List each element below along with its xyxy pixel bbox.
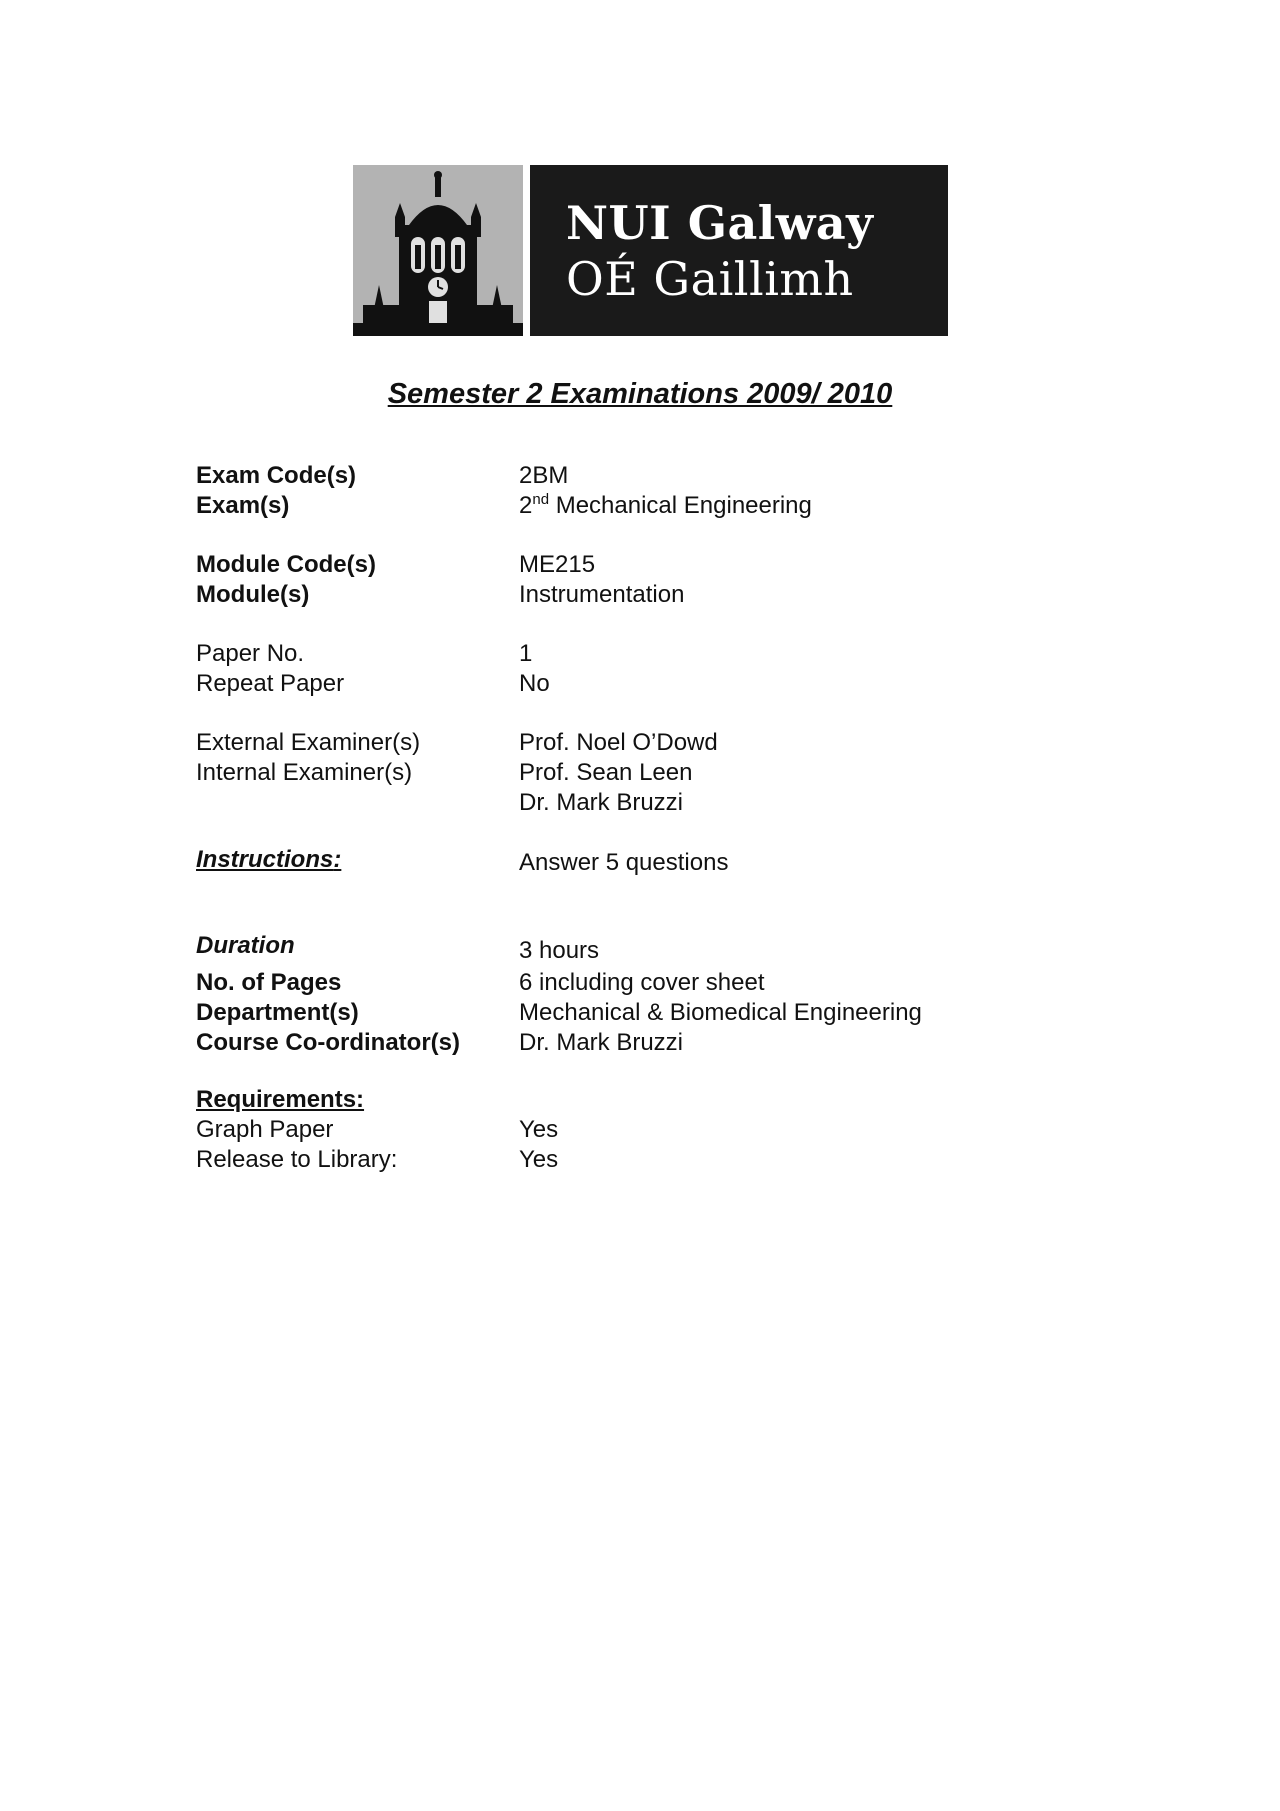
modules-value: Instrumentation bbox=[519, 581, 685, 608]
exams-value-ordinal: nd bbox=[532, 491, 550, 508]
release-to-library-label: Release to Library: bbox=[196, 1146, 398, 1173]
internal-examiner-2: Dr. Mark Bruzzi bbox=[519, 789, 684, 816]
module-codes-label: Module Code(s) bbox=[196, 551, 376, 578]
graph-paper-label: Graph Paper bbox=[196, 1116, 334, 1143]
no-of-pages-label: No. of Pages bbox=[196, 969, 342, 996]
no-of-pages-value: 6 including cover sheet bbox=[519, 969, 765, 996]
requirements-label: Requirements: bbox=[196, 1086, 365, 1113]
instructions-label-colon: : bbox=[333, 846, 342, 873]
repeat-paper-value: No bbox=[519, 670, 550, 697]
logo-name-irish: OÉ Gaillimh bbox=[566, 251, 854, 306]
exams-label: Exam(s) bbox=[196, 492, 290, 519]
instructions-label-text: Instructions bbox=[196, 846, 334, 873]
modules-label: Module(s) bbox=[196, 581, 310, 608]
instructions-value: Answer 5 questions bbox=[519, 849, 729, 876]
exam-codes-value: 2BM bbox=[519, 462, 569, 489]
module-codes-value: ME215 bbox=[519, 551, 596, 578]
graph-paper-value: Yes bbox=[519, 1116, 559, 1143]
exams-value-name: Mechanical Engineering bbox=[549, 492, 812, 519]
external-examiners-value: Prof. Noel O’Dowd bbox=[519, 729, 718, 756]
logo-divider bbox=[523, 165, 530, 336]
exam-codes-label: Exam Code(s) bbox=[196, 462, 357, 489]
internal-examiners-label: Internal Examiner(s) bbox=[196, 759, 413, 786]
paper-no-label: Paper No. bbox=[196, 640, 305, 667]
exams-value bbox=[519, 491, 812, 521]
instructions-label bbox=[196, 845, 341, 875]
document-title: Semester 2 Examinations 2009/ 2010 bbox=[387, 378, 893, 410]
release-to-library-value: Yes bbox=[519, 1146, 559, 1173]
paper-no-value: 1 bbox=[519, 640, 533, 667]
course-coordinators-value: Dr. Mark Bruzzi bbox=[519, 1029, 684, 1056]
departments-label: Department(s) bbox=[196, 999, 359, 1026]
course-coordinators-label: Course Co-ordinator(s) bbox=[196, 1029, 460, 1056]
repeat-paper-label: Repeat Paper bbox=[196, 670, 345, 697]
logo-wordmark bbox=[530, 165, 948, 336]
exams-value-number: 2 bbox=[519, 492, 533, 519]
logo-name-english: NUI Galway bbox=[566, 195, 874, 250]
duration-label: Duration bbox=[196, 932, 295, 959]
internal-examiner-1: Prof. Sean Leen bbox=[519, 759, 693, 786]
duration-value: 3 hours bbox=[519, 937, 600, 964]
departments-value: Mechanical & Biomedical Engineering bbox=[519, 999, 922, 1026]
tower-emblem-icon bbox=[353, 165, 523, 336]
external-examiners-label: External Examiner(s) bbox=[196, 729, 421, 756]
university-logo bbox=[353, 165, 948, 336]
